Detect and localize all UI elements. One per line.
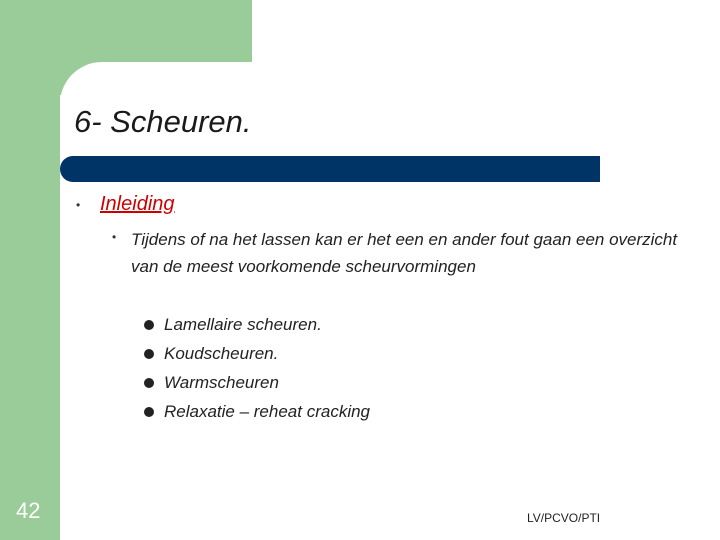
list-item: Koudscheuren. bbox=[144, 339, 370, 368]
slide-title: 6- Scheuren. bbox=[74, 104, 252, 139]
title-underline-bar bbox=[60, 156, 600, 182]
bullet-disc-icon bbox=[144, 378, 154, 388]
section-heading: Inleiding bbox=[100, 193, 175, 215]
footer-text: LV/PCVO/PTI bbox=[527, 511, 601, 525]
bullet-disc-icon bbox=[144, 320, 154, 330]
intro-text: Tijdens of na het lassen kan er het een en ander fout gaan een overzicht van de meest voorkomende scheurvormingen bbox=[131, 230, 678, 276]
list-item: Warmscheuren bbox=[144, 368, 370, 397]
bullet-icon: • bbox=[76, 198, 81, 212]
page-number: 42 bbox=[16, 498, 41, 523]
crack-types-list bbox=[144, 310, 370, 426]
bullet-disc-icon bbox=[144, 349, 154, 359]
list-item: Lamellaire scheuren. bbox=[144, 310, 370, 339]
bullet-icon: • bbox=[112, 230, 117, 244]
list-item: Relaxatie – reheat cracking bbox=[144, 397, 370, 426]
decor-green-left bbox=[0, 0, 60, 540]
bullet-disc-icon bbox=[144, 407, 154, 417]
